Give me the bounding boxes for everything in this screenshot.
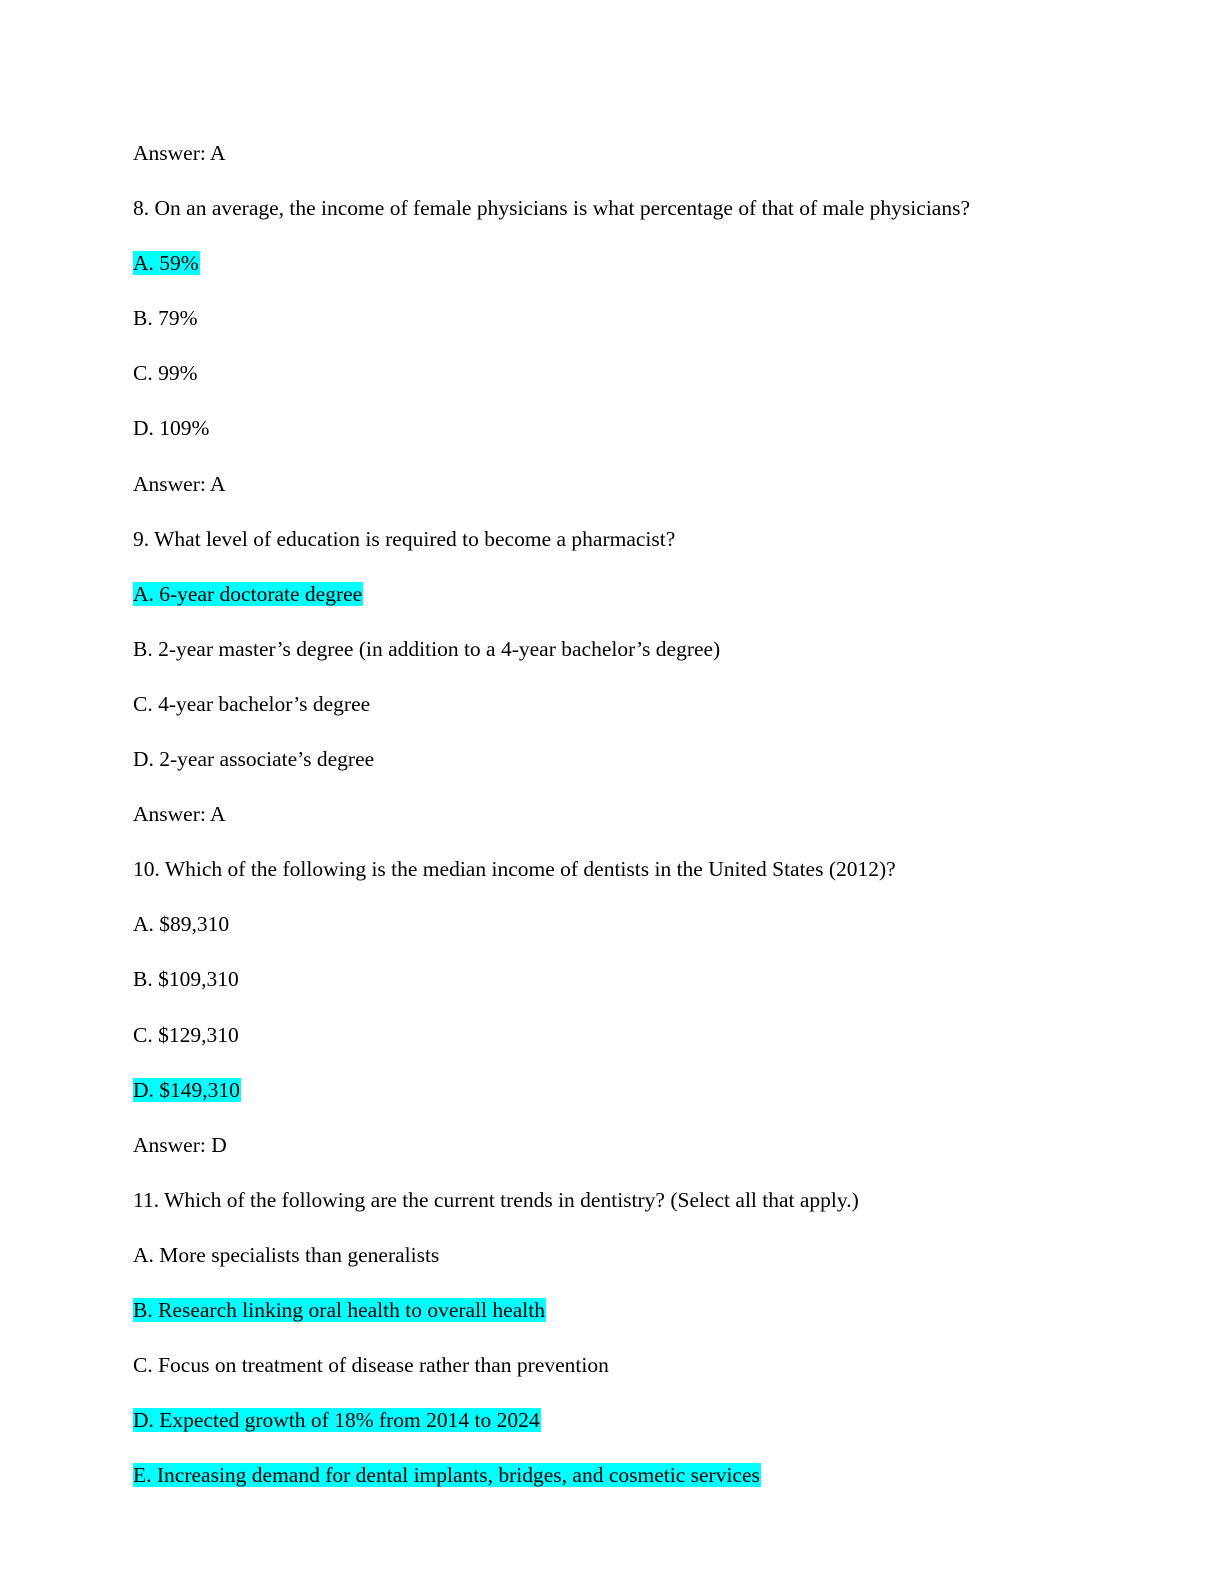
option-line — [133, 358, 1113, 388]
option-line — [133, 1460, 1113, 1490]
answer-text: Answer: A — [133, 471, 226, 496]
option-line — [133, 413, 1113, 443]
option-text: D. 109% — [133, 416, 210, 441]
option-text: B. 79% — [133, 306, 198, 331]
option-line — [133, 1350, 1113, 1380]
answer-line — [133, 469, 1113, 499]
document-page — [133, 138, 1113, 1515]
option-line — [133, 964, 1113, 994]
option-text: C. 99% — [133, 361, 198, 386]
option-text: C. $129,310 — [133, 1022, 239, 1047]
question-line — [133, 524, 1113, 554]
option-line — [133, 1405, 1113, 1435]
option-text: C. 4-year bachelor’s degree — [133, 691, 371, 716]
highlighted-option-text: D. Expected growth of 18% from 2014 to 2024 — [133, 1408, 540, 1433]
option-line — [133, 1240, 1113, 1270]
answer-text: Answer: D — [133, 1132, 227, 1157]
question-line — [133, 193, 1113, 223]
option-line — [133, 689, 1113, 719]
option-line — [133, 744, 1113, 774]
option-line — [133, 303, 1113, 333]
option-line — [133, 1075, 1113, 1105]
question-line — [133, 854, 1113, 884]
answer-line — [133, 799, 1113, 829]
question-text: 9. What level of education is required to become a pharmacist? — [133, 526, 676, 551]
option-line — [133, 248, 1113, 278]
option-line — [133, 909, 1113, 939]
option-line — [133, 579, 1113, 609]
option-text: C. Focus on treatment of disease rather than prevention — [133, 1353, 609, 1378]
highlighted-option-text: B. Research linking oral health to overall health — [133, 1297, 545, 1322]
question-line — [133, 1185, 1113, 1215]
highlighted-option-text: A. 6-year doctorate degree — [133, 581, 363, 606]
option-text: D. 2-year associate’s degree — [133, 747, 375, 772]
question-text: 8. On an average, the income of female physicians is what percentage of that of male physicians? — [133, 196, 970, 221]
option-text: A. More specialists than generalists — [133, 1242, 440, 1267]
answer-line — [133, 1130, 1113, 1160]
option-line — [133, 1020, 1113, 1050]
option-text: B. $109,310 — [133, 967, 239, 992]
option-text: B. 2-year master’s degree (in addition to a 4-year bachelor’s degree) — [133, 636, 721, 661]
highlighted-option-text: A. 59% — [133, 251, 199, 276]
option-line — [133, 1295, 1113, 1325]
question-text: 10. Which of the following is the median income of dentists in the United States (2012)? — [133, 857, 896, 882]
question-text: 11. Which of the following are the current trends in dentistry? (Select all that apply.) — [133, 1187, 859, 1212]
answer-text: Answer: A — [133, 802, 226, 827]
highlighted-option-text: D. $149,310 — [133, 1077, 240, 1102]
answer-text: Answer: A — [133, 141, 226, 165]
option-line — [133, 634, 1113, 664]
highlighted-option-text: E. Increasing demand for dental implants, bridges, and cosmetic services — [133, 1463, 760, 1488]
option-text: A. $89,310 — [133, 912, 230, 937]
answer-line — [133, 138, 1113, 168]
